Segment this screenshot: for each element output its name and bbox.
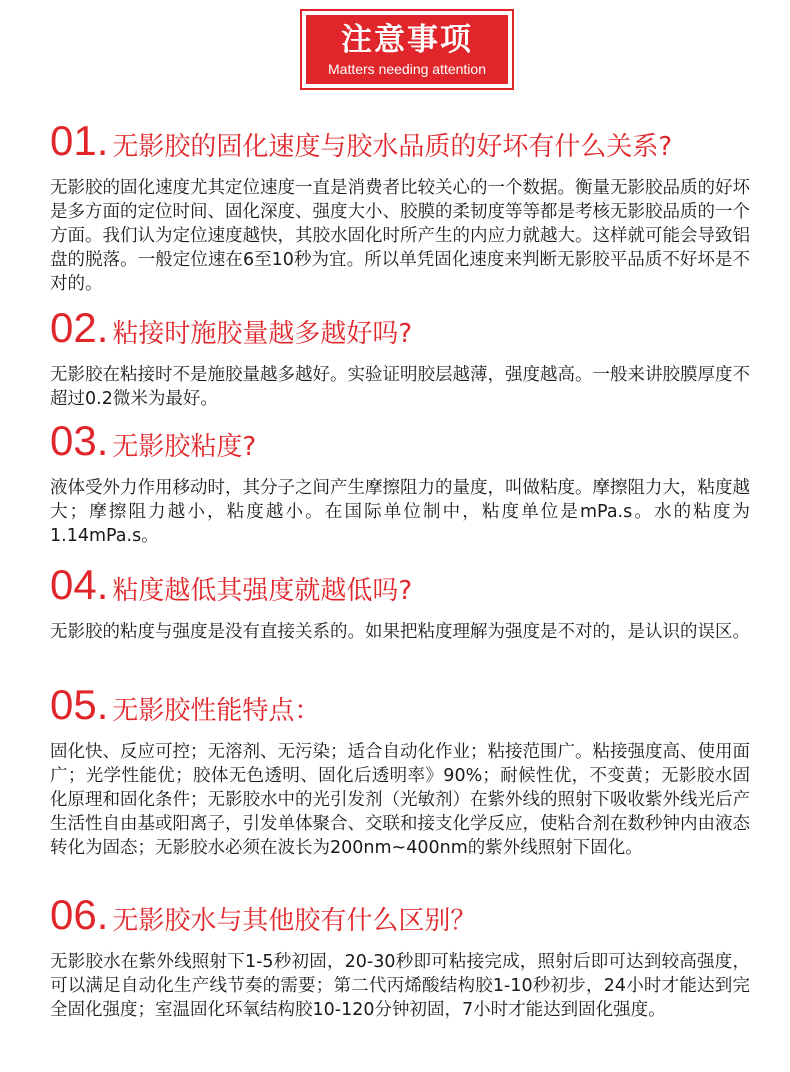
question-number: 04. <box>50 561 109 608</box>
faq-section-1 <box>50 118 750 296</box>
faq-section-2 <box>50 305 750 411</box>
answer-text: 无影胶在粘接时不是施胶量越多越好。实验证明胶层越薄，强度越高。一般来讲胶膜厚度不超过0.2微米为最好。 <box>50 365 750 409</box>
faq-section-6 <box>50 892 750 1022</box>
question-number: 03. <box>50 417 109 464</box>
page-subtitle: Matters needing attention <box>328 60 486 77</box>
faq-section-4 <box>50 562 750 644</box>
question-text: 无影胶水与其他胶有什么区别？ <box>112 906 477 936</box>
faq-section-5 <box>50 682 750 860</box>
header-area <box>0 0 790 102</box>
title-banner-fill <box>306 15 508 84</box>
question-heading <box>50 682 750 734</box>
question-heading <box>50 892 750 944</box>
answer-text: 无影胶水在紫外线照射下1-5秒初固，20-30秒即可粘接完成，照射后即可达到较高强度，可以满足自动化生产线节奏的需要；第二代丙烯酸结构胶1-10秒初步，24小时才能达到完全固化强度；室温固化环氧结构胶10-120分钟初固，7小时才能达到固化强度。 <box>50 952 750 1020</box>
question-heading <box>50 118 750 170</box>
answer-text: 固化快、反应可控；无溶剂、无污染；适合自动化作业；粘接范围广。粘接强度高、使用面广；光学性能优；胶体无色透明、固化后透明率》90%；耐候性优，不变黄；无影胶水固化原理和固化条件；无影胶水中的光引发剂（光敏剂）在紫外线的照射下吸收紫外线光后产生活性自由基或阳离子，引发单体聚合、交联和接支化学反应，使粘合剂在数秒钟内由液态转化为固态；无影胶水必须在波长为200nm~400nm的紫外线照射下固化。 <box>50 742 750 858</box>
question-text: 无影胶粘度? <box>112 432 257 462</box>
question-number: 02. <box>50 304 109 351</box>
question-heading <box>50 562 750 614</box>
page-title: 注意事项 <box>341 21 473 58</box>
question-text: 粘度越低其强度就越低吗? <box>112 576 413 606</box>
question-number: 06. <box>50 891 109 938</box>
question-heading <box>50 305 750 357</box>
answer-text: 液体受外力作用移动时，其分子之间产生摩擦阻力的量度，叫做粘度。摩擦阻力大，粘度越大；摩擦阻力越小，粘度越小。在国际单位制中，粘度单位是mPa.s。水的粘度为1.14mPa.s。 <box>50 478 750 546</box>
question-text: 无影胶的固化速度与胶水品质的好坏有什么关系? <box>112 132 673 162</box>
answer-text: 无影胶的粘度与强度是没有直接关系的。如果把粘度理解为强度是不对的，是认识的误区。 <box>50 622 750 642</box>
faq-section-3 <box>50 418 750 548</box>
question-number: 01. <box>50 117 109 164</box>
question-text: 粘接时施胶量越多越好吗? <box>112 319 413 349</box>
question-text: 无影胶性能特点： <box>112 696 321 726</box>
question-number: 05. <box>50 681 109 728</box>
question-heading <box>50 418 750 470</box>
answer-text: 无影胶的固化速度尤其定位速度一直是消费者比较关心的一个数据。衡量无影胶品质的好坏是多方面的定位时间、固化深度、强度大小、胶膜的柔韧度等等都是考核无影胶品质的一个方面。我们认为定位速度越快，其胶水固化时所产生的内应力就越大。这样就可能会导致铝盘的脱落。一般定位速在6至10秒为宜。所以单凭固化速度来判断无影胶平品质不好坏是不对的。 <box>50 178 750 294</box>
title-banner <box>300 9 514 90</box>
